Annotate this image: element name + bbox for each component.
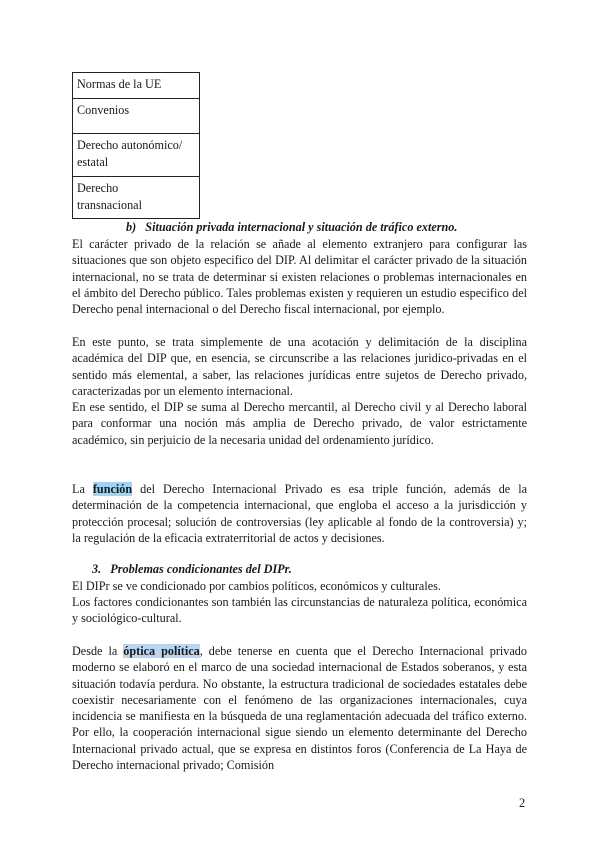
section-b-label: b) [126, 220, 137, 234]
paragraph: En ese sentido, el DIP se suma al Derecho mercantil, al Derecho civil y al Derecho laboral para conformar una noción más amplia de Derecho privado, de valor estrictamente académico, sin perjuicio de la necesaria unidad del ordenamiento jurídico. [72, 400, 527, 447]
highlight-optica-politica: óptica política [123, 644, 200, 658]
section-3-heading [92, 561, 292, 577]
paragraph: Los factores condicionantes son también las circunstancias de naturaleza política, económica y sociológico-cultural. [72, 595, 527, 626]
text-run: , debe tenerse en cuenta que el Derecho Internacional privado moderno se elaboró en el marco de una sociedad internacional de Estados soberanos, y esta situación todavía perdura. No obstante, la estructura tradicional de sociedades estatales debe coexistir necesariamente con el fenómeno de las organizaciones internacionales, cuya incidencia se manifiesta en la búsqueda de una reglamentación adecuada del tráfico externo. Por ello, la cooperación internacional sigue siendo un elemento determinante del Derecho Internacional privado actual, que se expresa en distintos foros (Conferencia de La Haya de Derecho internacional privado; Comisión [72, 644, 527, 773]
table-row [73, 99, 200, 134]
section-b-title: Situación privada internacional y situación de tráfico externo. [145, 220, 458, 234]
page-number: 2 [519, 796, 526, 810]
table-cell: Normas de la UE [73, 73, 200, 99]
paragraph: En este punto, se trata simplemente de una acotación y delimitación de la disciplina académica del DIP que, en esencia, se circunscribe a las relaciones juridico-privadas en el sentido más elemental, a saber, las relaciones jurídicas entre sujetos de Derecho privado, caracterizadas por un elemento internacional. [72, 335, 527, 398]
table-row [73, 177, 200, 219]
section-3-title: Problemas condicionantes del DIPr. [110, 562, 292, 576]
highlight-funcion: función [92, 482, 133, 496]
text-run: La [72, 482, 93, 496]
text-run: Desde la [72, 644, 124, 658]
sources-table [72, 72, 200, 219]
funcion-paragraph [72, 481, 527, 546]
optica-paragraph [72, 643, 527, 773]
table-row [73, 134, 200, 177]
table-row [73, 73, 200, 99]
table-cell: Derecho transnacional [73, 177, 200, 219]
paragraph: El DIPr se ve condicionado por cambios políticos, económicos y culturales. [72, 579, 441, 593]
section-3-label: 3. [92, 562, 102, 576]
text-run: del Derecho Internacional Privado es esa triple función, además de la determinación de la competencia internacional, que engloba el acceso a la jurisdicción y protección procesal; solución de controversias (ley aplicable al fondo de la controversia) y; la regulación de la eficacia extraterritorial de actos y decisiones. [72, 482, 528, 545]
table-cell: Derecho autonómico/ estatal [73, 134, 200, 177]
table-cell: Convenios [73, 99, 200, 134]
section-b-heading [126, 219, 457, 235]
paragraph: El carácter privado de la relación se añade al elemento extranjero para configurar las situaciones que son objeto especifico del DIP. Al delimitar el carácter privado de la situación internacional, no se trata de determinar si existen relaciones o problemas internacionales en el ámbito del Derecho público. Tales problemas existen y requieren un estudio especifico del Derecho penal internacional o del Derecho fiscal internacional, por ejemplo. [72, 237, 527, 317]
